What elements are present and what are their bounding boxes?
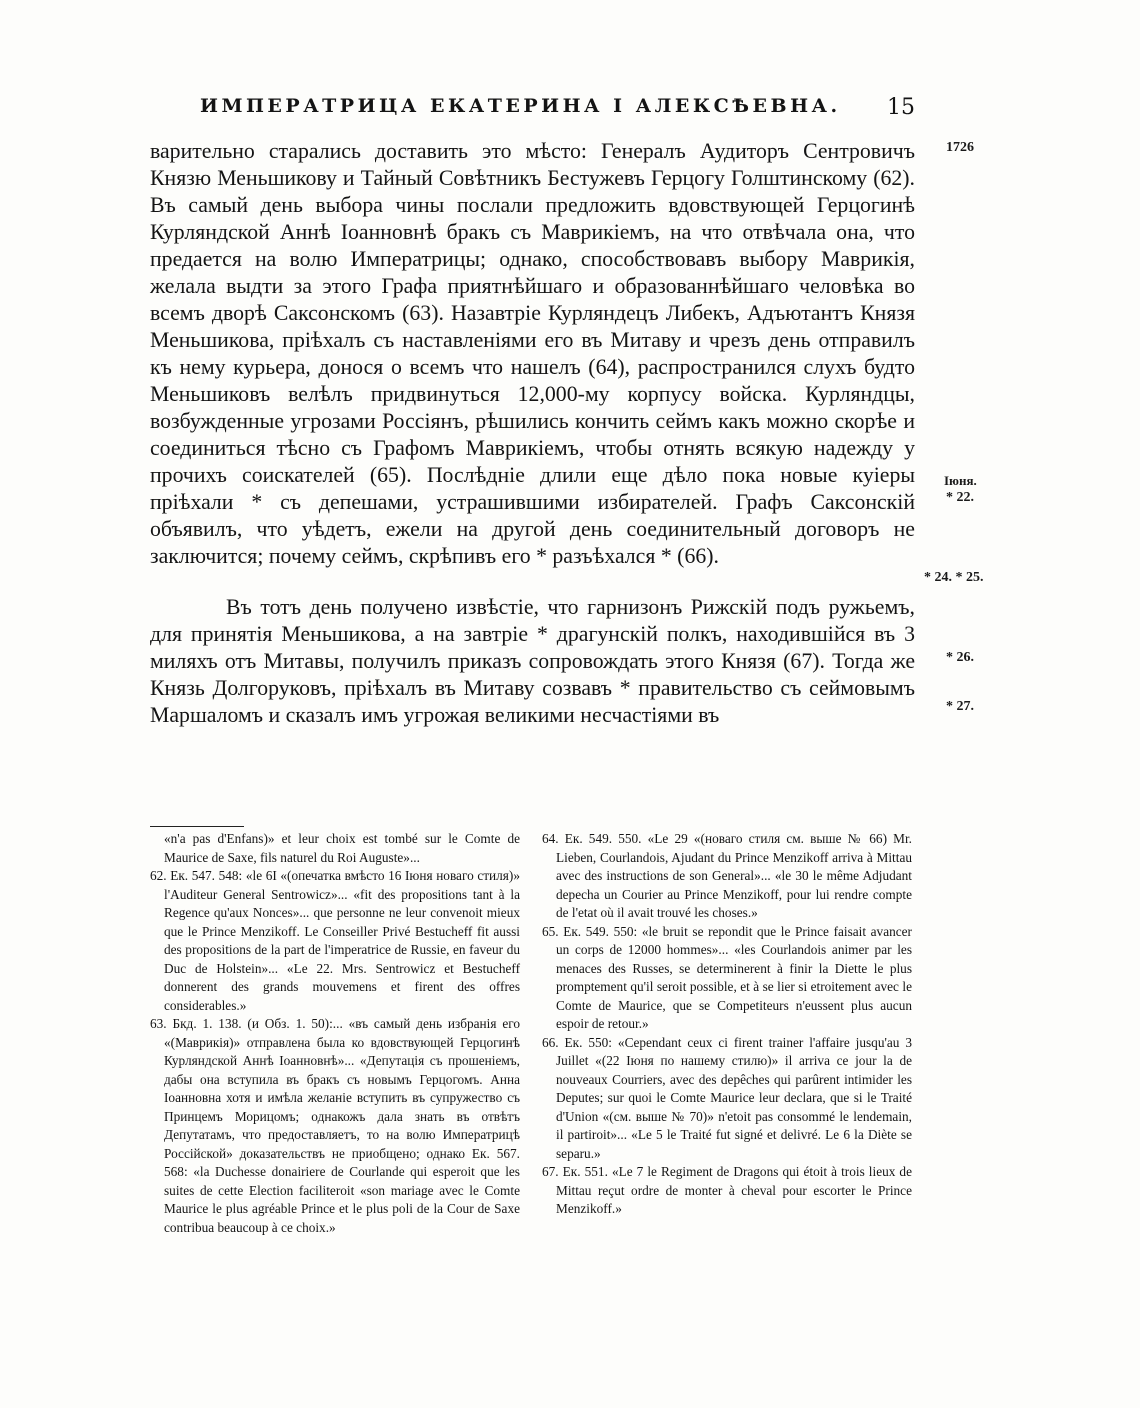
footnotes-left-column <box>150 830 520 1237</box>
footnote-64: 64. Ек. 549. 550. «Le 29 «(новаго стиля см. выше № 66) Mr. Lieben, Courlandois, Ajudant du Prince Menzikoff arriva à Mittau avec des instructions de son General»... «le 30 le même Adjudant depecha un Courier au Prince Menzikoff, pour lui rendre compte de l'etat où il avait trouvé les choses.» <box>542 831 912 920</box>
paragraph-2: Въ тотъ день получено извѣстіе, что гарнизонъ Рижскій подъ ружьемъ, для принятія Меньшикова, а на завтріе * драгунскій полкъ, находившійся въ 3 миляхъ отъ Митавы, получилъ приказъ сопровождать этого Князя (67). Тогда же Князь Долгоруковъ, пріѣхалъ въ Митаву созвавъ * правительство съ сеймовымъ Маршаломъ и сказалъ имъ угрожая великими несчастіями въ <box>150 595 915 727</box>
margin-date-26: * 26. <box>946 650 974 665</box>
footnote-62: 62. Ек. 547. 548: «le 6I «(опечатка вмѣсто 16 Іюня новаго стиля)» l'Auditeur General Sentrowicz»... «fit des propositions tant à la Regence qu'aux Nonces»... que personne ne leur convenoit mieux que le Prince Menzikoff. Le Conseiller Privé Bestucheff fit aussi des propositions de la part de l'imperatrice de Russie, en faveur du Duc de Holstein»... «Le 22. Mrs. Sentrowicz et Bestucheff donnerent des grands mouvemens et firent des offres considerables.» <box>150 868 520 1013</box>
footnote-65: 65. Ек. 549. 550: «le bruit se repondit que le Prince faisait avancer un corps de 12000 hommes»... «les Courlandois animer par les menaces des Russes, se determinerent à finir la Diette le plus promptement qu'il seroit possible, et à se lier si etroitement avec le Comte de Maurice, que se Competiteurs n'eussent plus aucun espoir de retour.» <box>542 923 912 1031</box>
footnote-divider <box>150 826 244 827</box>
footnote-continuation: «n'a pas d'Enfans)» et leur choix est tombé sur le Comte de Maurice de Saxe, fils naturel du Roi Auguste»... <box>164 831 520 865</box>
footnotes-right-column <box>542 830 912 1219</box>
page-number: 15 <box>887 95 915 120</box>
margin-date-22: * 22. <box>946 490 974 505</box>
margin-date-27: * 27. <box>946 699 974 714</box>
running-header <box>150 95 915 127</box>
margin-date-24-25: * 24. * 25. <box>924 570 984 585</box>
footnote-67: 67. Ек. 551. «Le 7 le Regiment de Dragons qui étoit à trois lieux de Mittau reçut ordre de monter à cheval pour escorter le Prince Menzikoff.» <box>542 1164 912 1216</box>
main-text <box>150 138 915 729</box>
margin-month: Iюня. <box>944 473 977 488</box>
paragraph-1: варительно старались доставить это мѣсто: Генералъ Аудиторъ Сентровичъ Князю Меньшикову и Тайный Совѣтникъ Бестужевъ Герцогу Голштинскому (62). Въ самый день выбора чины послали предложить вдовствующей Герцогинѣ Курляндской Аннѣ Іоанновнѣ бракъ съ Маврикіемъ, на что отвѣчала она, что предается на волю Императрицы; однако, способствовавъ выбору Маврикія, желала выдти за этого Графа приятнѣйшаго и образованнѣйшаго человѣка во всемъ дворѣ Саксонскомъ (63). Назавтріе Курляндецъ Либекъ, Адъютантъ Князя Меньшикова, пріѣхалъ съ наставленіями его въ Митаву и чрезъ день отправилъ къ нему курьера, донося о всемъ что нашелъ (64), распространился слухъ будто Меньшиковъ велѣлъ придвинуться 12,000-му корпусу войска. Курляндцы, возбужденные угрозами Россіянъ, рѣшились кончить сеймъ какъ можно скорѣе и соединиться тѣсно съ Графомъ Маврикіемъ, чтобы отнять всякую надежду у прочихъ соискателей (65). Послѣдніе длили еще дѣло пока новые куiеры пріѣхали * съ депешами, устрашившими избирателей. Графъ Саксонскій объявилъ, что уѣдетъ, ежели на другой день соединительный договоръ не заключится; почему сеймъ, скрѣпивъ его * разъѣхался * (66). <box>150 139 915 568</box>
footnote-66: 66. Ек. 550: «Cependant ceux ci firent trainer l'affaire jusqu'au 3 Juillet «(22 Іюня по нашему стилю)» il arriva ce jour la de nouveaux Courriers, avec des depêches qui parûrent intimider les Deputes; sur quoi le Comte Maurice leur declara, que si le Traité d'Union «(см. выше № 70)» n'etoit pas consommé le lendemain, il partiroit»... «Le 5 le Traité fut signé et delivré. Le 6 la Diète se separu.» <box>542 1034 912 1161</box>
footnote-63: 63. Бкд. 1. 138. (и Обз. 1. 50):... «въ самый день избранія его «(Маврикія)» отправлена была ко вдовствующей Герцогинѣ Курляндской Аннѣ Іоанновнѣ»... «Депутація съ прошеніемъ, дабы она вступила въ бракъ съ новымъ Герцогомъ. Анна Іоанновна хотя и имѣла желаніе вступить въ супружество съ Принцемъ Морицомъ; однакожъ дала знать въ отвѣтъ Депутатамъ, что предоставляетъ, то на волю Императрицѣ Россійской» доказательствъ не приобщено; однако Ек. 567. 568: «la Duchesse donairiere de Courlande qui esperoit que les suites de cette Election faciliteroit «son mariage avec le Comte Maurice le plus agréable Prince et le plus poli de la Cour de Saxe contribua beaucoup à ce choix.» <box>150 1016 520 1235</box>
page-title: ИМПЕРАТРИЦА ЕКАТЕРИНА I АЛЕКСѢЕВНА. <box>200 95 841 117</box>
margin-year: 1726 <box>946 140 974 155</box>
